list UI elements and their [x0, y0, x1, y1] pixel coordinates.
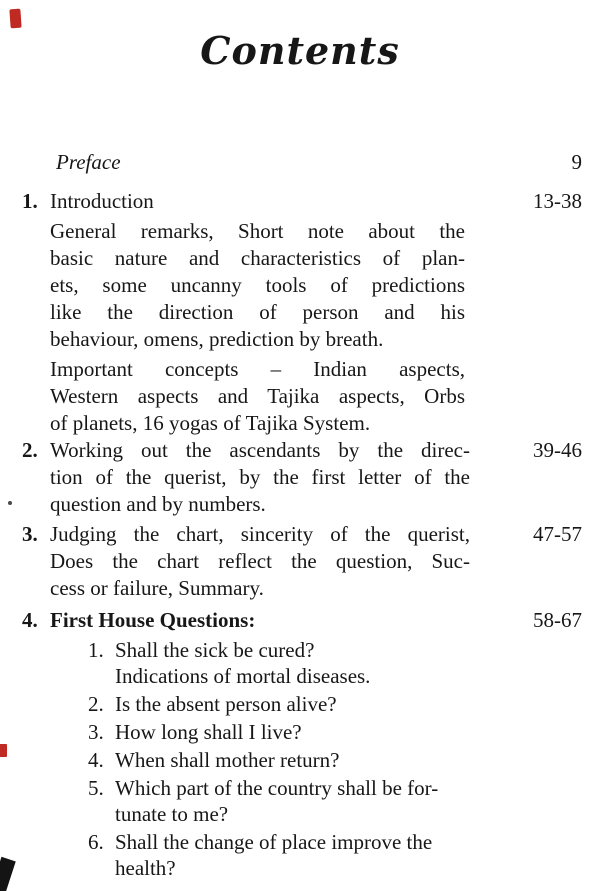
text-line: When shall mother return?: [115, 748, 340, 772]
page-title: Contents: [200, 28, 400, 73]
sub-question: [88, 719, 582, 745]
sub-question: [88, 637, 582, 689]
text-line: of planets, 16 yogas of Tajika System.: [50, 411, 371, 435]
sub-question: [88, 691, 582, 717]
entry-title: [50, 188, 470, 215]
text-line: like the direction of person and his: [50, 300, 465, 324]
text-line: tunate to me?: [115, 802, 229, 826]
text-line: health?: [115, 856, 176, 880]
text-line: Shall the change of place improve the: [115, 830, 433, 854]
sub-question-text: [115, 829, 465, 881]
text-line: Important concepts – Indian aspects,: [50, 357, 465, 381]
entry-number: 3.: [22, 522, 38, 546]
sub-question-number: 6.: [88, 830, 104, 854]
entry-title: [50, 437, 470, 518]
text-line: Which part of the country shall be for-: [115, 776, 439, 800]
sub-question-text: [115, 747, 465, 773]
preface-row: [56, 149, 582, 176]
toc-entry: [22, 437, 582, 518]
preface-label: Preface: [56, 150, 121, 174]
text-line: Shall the sick be cured?: [115, 638, 315, 662]
text-line: behaviour, omens, prediction by breath.: [50, 327, 384, 351]
sub-question-number: 4.: [88, 748, 104, 772]
text-line: cess or failure, Summary.: [50, 576, 264, 600]
text-line: Is the absent person alive?: [115, 692, 337, 716]
text-line: Introduction: [50, 189, 154, 213]
text-line: Indications of mortal diseases.: [115, 664, 371, 688]
sub-question-number: 1.: [88, 638, 104, 662]
entry-number: 1.: [22, 189, 38, 213]
toc-entry: [22, 188, 582, 437]
toc-entry: [22, 521, 582, 602]
sub-question-list: [88, 637, 582, 881]
sub-question-text: [115, 775, 465, 827]
sub-question: [88, 747, 582, 773]
sub-question-number: 3.: [88, 720, 104, 744]
sub-question-text: [115, 637, 465, 689]
text-line: Does the chart reflect the question, Suc-: [50, 549, 470, 573]
toc-entry: [22, 607, 582, 883]
entry-description: [50, 218, 465, 437]
text-line: How long shall I live?: [115, 720, 302, 744]
entry-page-range: 13-38: [533, 189, 582, 213]
text-line: ets, some uncanny tools of predictions: [50, 273, 465, 297]
scan-mark-red-left-margin: [0, 744, 7, 757]
preface-page-number: 9: [571, 150, 582, 174]
text-line: question and by numbers.: [50, 492, 266, 516]
sub-question: [88, 775, 582, 827]
scan-mark-bottom-left-corner: [0, 857, 16, 891]
entry-number: 2.: [22, 438, 38, 462]
entry-title: [50, 521, 470, 602]
scan-mark-red-top-left: [9, 9, 21, 29]
entry-number: 4.: [22, 608, 38, 632]
sub-question-number: 5.: [88, 776, 104, 800]
text-line: basic nature and characteristics of plan-: [50, 246, 465, 270]
text-line: Western aspects and Tajika aspects, Orbs: [50, 384, 465, 408]
entry-page-range: 47-57: [533, 522, 582, 546]
description-paragraph: [50, 356, 465, 437]
description-paragraph: [50, 218, 465, 353]
text-line: Judging the chart, sincerity of the querist,: [50, 522, 470, 546]
entry-page-range: 58-67: [533, 608, 582, 632]
entry-title: [50, 607, 470, 634]
sub-question-number: 2.: [88, 692, 104, 716]
text-line: General remarks, Short note about the: [50, 219, 465, 243]
sub-question: [88, 829, 582, 881]
text-line: tion of the querist, by the first letter of the: [50, 465, 470, 489]
text-line: First House Questions:: [50, 608, 256, 632]
sub-question-text: [115, 691, 465, 717]
entry-page-range: 39-46: [533, 438, 582, 462]
text-line: Working out the ascendants by the direc-: [50, 438, 470, 462]
scan-speck-left-margin: [8, 501, 12, 505]
sub-question-text: [115, 719, 465, 745]
